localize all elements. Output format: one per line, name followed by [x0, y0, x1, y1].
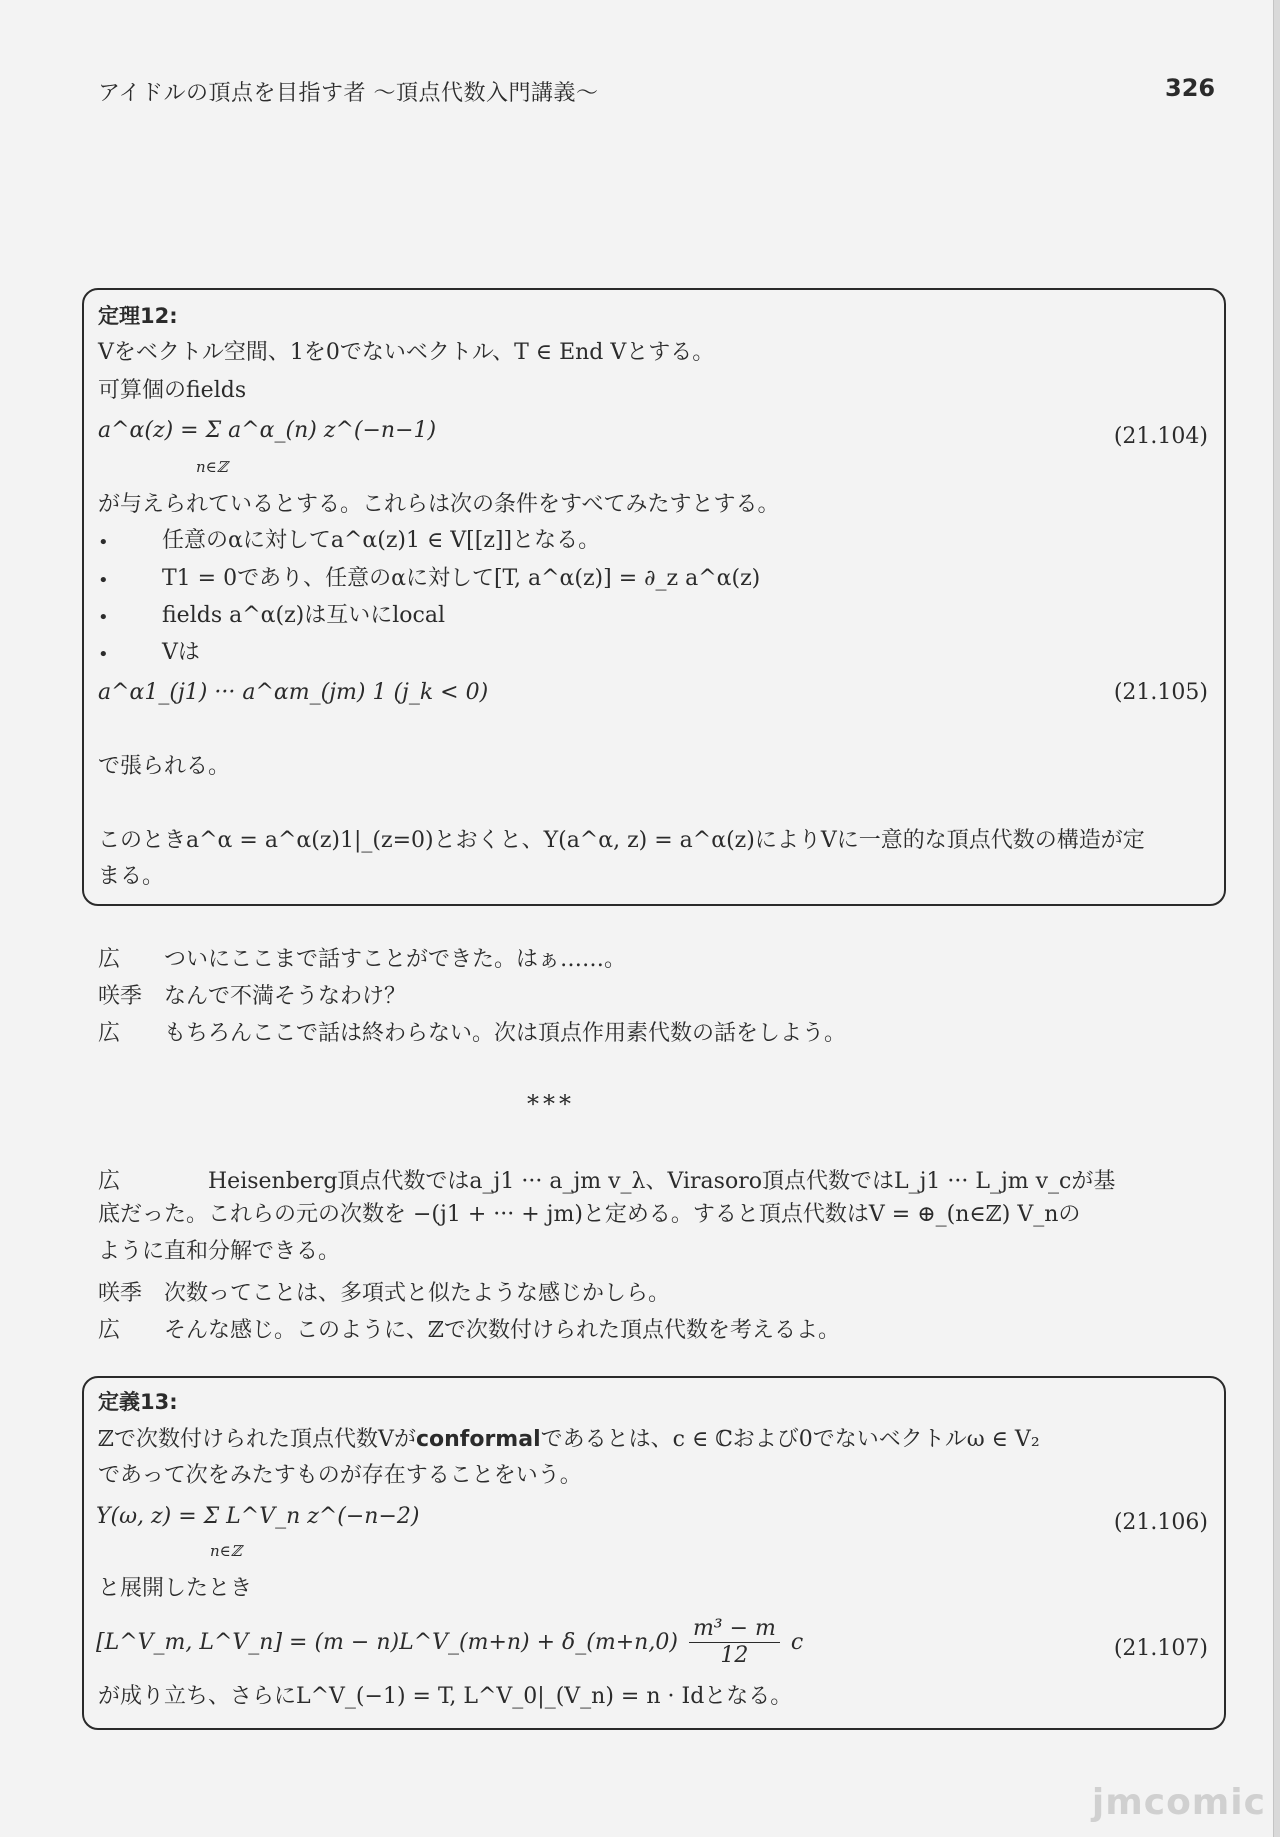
theorem-line-1: Vをベクトル空間、1を0でないベクトル、T ∈ End Vとする。 [98, 340, 715, 365]
equation-text: a^α(z) = Σ a^α_(n) z^(−n−1) [98, 418, 437, 443]
dialogue-line: Heisenberg頂点代数ではa_j1 ··· a_jm v_λ、Virasoro頂点代数ではL_j1 ··· L_jm v_cが基 [164, 1169, 1116, 1194]
definition-line-3: と展開したとき [98, 1576, 253, 1601]
dialogue-line: 次数ってことは、多項式と似たような感じかしら。 [164, 1281, 671, 1306]
bullet-icon: • [98, 607, 109, 628]
definition-line-4: が成り立ち、さらにL^V_(−1) = T, L^V_0|_(V_n) = n · Idとなる。 [98, 1684, 793, 1709]
running-header-title: アイドルの頂点を目指す者 〜頂点代数入門講義〜 [98, 81, 599, 106]
page-edge [1274, 0, 1280, 1837]
definition-text: ℤで次数付けられた頂点代数Vが [98, 1427, 416, 1452]
definition-line-1 [98, 1427, 1040, 1453]
condition-item-4: Vは [162, 640, 200, 665]
dialogue-line: もちろんここで話は終わらない。次は頂点作用素代数の話をしよう。 [164, 1021, 847, 1046]
theorem-line-2: 可算個のfields [98, 378, 247, 403]
definition-line-2: であって次をみたすものが存在することをいう。 [98, 1463, 582, 1488]
fraction-numerator: m³ − m [689, 1616, 780, 1643]
speaker-name: 広 [98, 1169, 121, 1194]
dialogue-line: そんな感じ。このように、ℤで次数付けられた頂点代数を考えるよ。 [164, 1318, 841, 1343]
definition-equation-1: Y(ω, z) = Σ L^V_n z^(−n−2) [96, 1504, 420, 1529]
theorem-equation-2: a^α1_(j1) ··· a^αm_(jm) 1 (j_k < 0) [98, 680, 489, 705]
equation-number-21-106: (21.106) [1113, 1510, 1208, 1535]
bullet-icon: • [98, 570, 109, 591]
theorem-line-3: が与えられているとする。これらは次の条件をすべてみたすとする。 [98, 492, 780, 517]
condition-item-1: 任意のαに対してa^α(z)1 ∈ V[[z]]となる。 [162, 528, 601, 553]
sum-index: n∈ℤ [196, 458, 228, 476]
equation-number-21-107: (21.107) [1113, 1636, 1208, 1661]
speaker-name: 広 [98, 947, 121, 972]
fraction-denominator: 12 [720, 1643, 749, 1669]
dialogue-line: なんで不満そうなわけ？ [164, 984, 407, 1009]
theorem-equation-1 [98, 418, 436, 444]
equation-text: [L^V_m, L^V_n] = (m − n)L^V_(m+n) + δ_(m+n,0) [96, 1629, 678, 1655]
speaker-name: 広 [98, 1318, 121, 1343]
equation-text: c [790, 1629, 804, 1655]
sum-index: n∈ℤ [210, 1542, 242, 1560]
bullet-icon: • [98, 532, 109, 553]
bullet-icon: • [98, 644, 109, 665]
equation-number-21-105: (21.105) [1113, 680, 1208, 705]
theorem-box [82, 288, 1226, 906]
definition-heading: 定義13: [98, 1390, 178, 1414]
defined-term: conformal [415, 1427, 541, 1452]
theorem-line-4: で張られる。 [98, 754, 231, 779]
watermark-logo: jmcomic [1091, 1782, 1266, 1823]
speaker-name: 咲季 [98, 1281, 143, 1306]
page-number: 326 [1165, 74, 1216, 102]
definition-equation-2 [96, 1616, 803, 1670]
definition-text: であるとは、c ∈ ℂおよび0でないベクトルω ∈ V₂ [540, 1427, 1040, 1452]
fraction [689, 1616, 780, 1670]
dialogue-continuation: ように直和分解できる。 [98, 1239, 341, 1264]
dialogue-continuation: 底だった。これらの元の次数を −(j1 + ··· + jm)と定める。すると頂点代数はV = ⊕_(n∈ℤ) V_nの [98, 1202, 1081, 1227]
theorem-heading: 定理12: [98, 304, 178, 328]
equation-number-21-104: (21.104) [1113, 424, 1208, 449]
speaker-name: 咲季 [98, 984, 143, 1009]
condition-item-2: T1 = 0であり、任意のαに対して[T, a^α(z)] = ∂_z a^α(z) [162, 566, 761, 591]
section-separator: *** [527, 1090, 575, 1118]
theorem-line-5: このときa^α = a^α(z)1|_(z=0)とおくと、Y(a^α, z) = a^α(z)によりVに一意的な頂点代数の構造が定 [98, 828, 1145, 853]
theorem-line-6: まる。 [98, 864, 165, 889]
speaker-name: 広 [98, 1021, 121, 1046]
condition-item-3: fields a^α(z)は互いにlocal [162, 603, 446, 628]
dialogue-line: ついにここまで話すことができた。はぁ……。 [164, 947, 627, 972]
